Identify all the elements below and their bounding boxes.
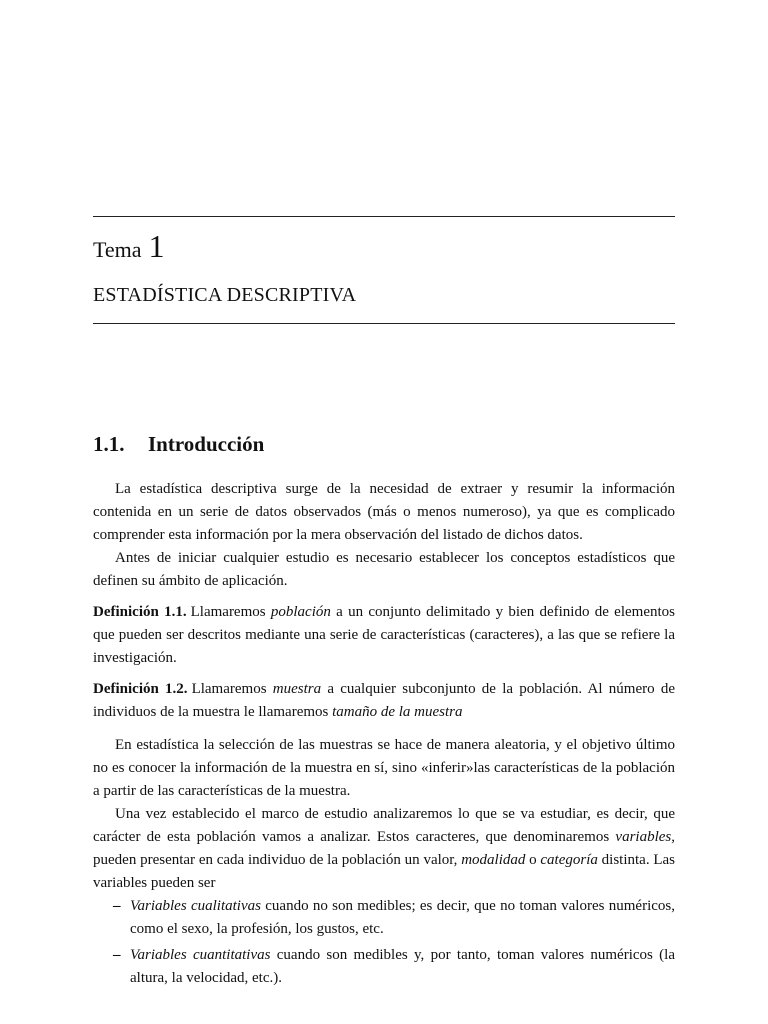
definition-label: Definición 1.2.: [93, 681, 188, 697]
list-item-text: cuando son medibles y, por tanto, toman valores numéricos (la altura, la velocidad, etc.).: [130, 947, 675, 986]
definition-text: a un conjunto delimitado y bien definido de elementos que pueden ser descritos mediante una serie de características (caracteres), a las que se refiere la investigación.: [93, 604, 675, 666]
definition-muestra: [93, 678, 675, 724]
paragraph-text: , pueden presentar en cada individuo de la población un valor,: [93, 829, 675, 868]
term-categoria: categoría: [540, 852, 598, 868]
chapter-label: [93, 226, 165, 273]
section-title: Introducción: [148, 432, 265, 456]
definition-term: muestra: [272, 681, 322, 697]
paragraph-text: Una vez establecido el marco de estudio analizaremos lo que se va estudiar, es decir, que carácter de esta población vamos a analizar. Estos caracteres, que denominaremos: [93, 806, 675, 845]
list-item-term: Variables cuantitativas: [130, 947, 271, 963]
chapter-number: 1: [148, 228, 165, 264]
list-item-text: cuando no son medibles; es decir, que no toman valores numéricos, como el sexo, la profesión, los gustos, etc.: [130, 898, 675, 937]
definition-term: tamaño de la muestra: [332, 704, 463, 720]
paragraph-text: o: [525, 852, 541, 868]
section-number: 1.1.: [93, 432, 125, 456]
variable-types-list: [93, 895, 675, 990]
definition-text: Llamaremos: [191, 681, 273, 697]
term-modalidad: modalidad: [461, 852, 526, 868]
chapter-bottom-rule: [93, 323, 675, 324]
section-heading: [93, 432, 264, 457]
definition-text: a cualquier subconjunto de la población. Al número de individuos de la muestra le llamaremos: [93, 681, 675, 720]
paragraph-concepts: Antes de iniciar cualquier estudio es necesario establecer los conceptos estadísticos que definen su ámbito de aplicación.: [93, 550, 675, 589]
dash-bullet: –: [113, 898, 121, 914]
list-item: [93, 895, 675, 941]
paragraph-sampling: En estadística la selección de las muestras se hace de manera aleatoria, y el objetivo último no es conocer la información de la muestra en sí, sino «inferir»las características de la población a partir de las características de la muestra.: [93, 737, 675, 799]
chapter-word: Tema: [93, 237, 142, 262]
list-item: [93, 944, 675, 990]
definition-term: población: [270, 604, 331, 620]
paragraph-intro: La estadística descriptiva surge de la necesidad de extraer y resumir la información contenida en un serie de datos observados (más o menos numeroso), ya que es complicado comprender esta información por la mera observación del listado de dichos datos.: [93, 481, 675, 543]
term-variables: variables: [615, 829, 672, 845]
body-text: [93, 478, 675, 990]
definition-label: Definición 1.1.: [93, 604, 187, 620]
definition-text: Llamaremos: [190, 604, 271, 620]
paragraph-variables: [93, 803, 675, 895]
dash-bullet: –: [113, 947, 121, 963]
definition-poblacion: [93, 601, 675, 670]
paragraph-text: distinta. Las variables pueden ser: [93, 852, 675, 891]
chapter-top-rule: [93, 216, 675, 217]
list-item-term: Variables cualitativas: [130, 898, 261, 914]
chapter-title: ESTADÍSTICA DESCRIPTIVA: [93, 284, 357, 306]
